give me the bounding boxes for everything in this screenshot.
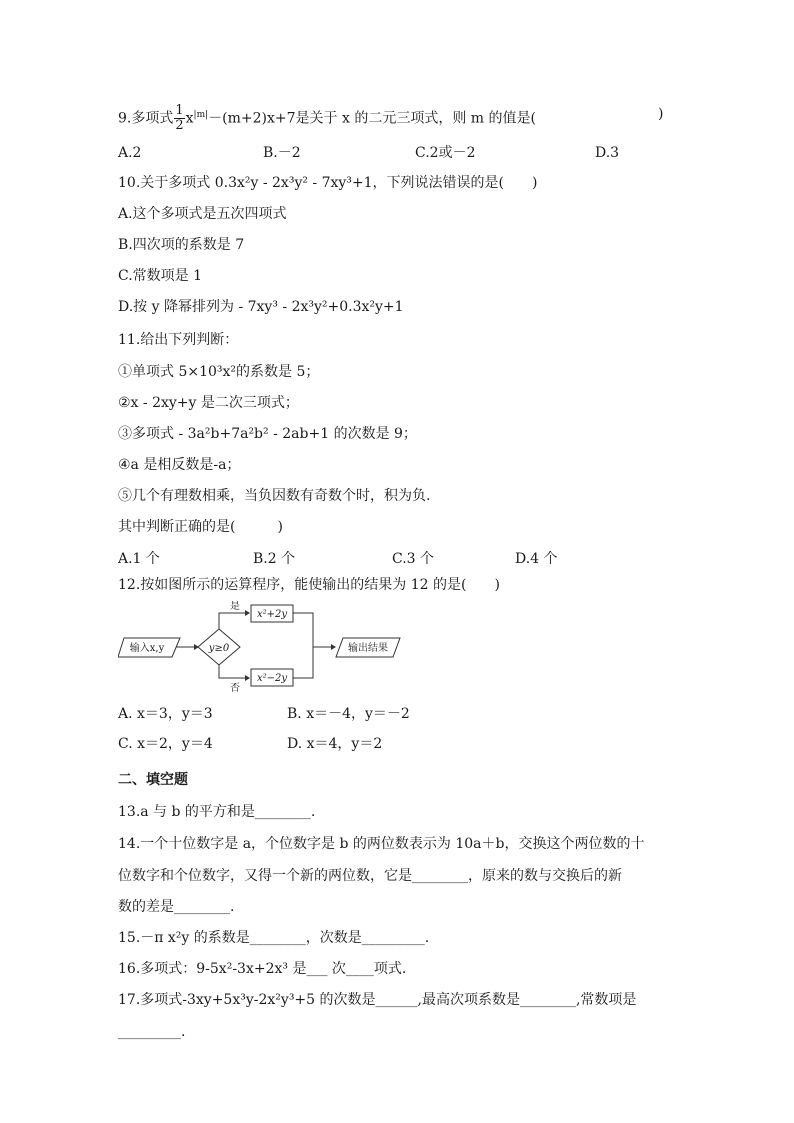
q17-line-1: 17.多项式-3xy+5x³y-2x²y³+5 的次数是______,最高次项系数是________,常数项是 xyxy=(118,992,637,1008)
q9-rest: －(m+2)x+7是关于 x 的二元三项式，则 m 的值是( xyxy=(208,110,536,127)
q11-item-5: ⑤几个有理数相乘，当负因数有奇数个时，积为负. xyxy=(118,488,431,504)
q9-close-paren: ) xyxy=(658,106,664,122)
q9-option-b: B.－2 xyxy=(263,145,301,161)
q13: 13.a 与 b 的平方和是________. xyxy=(118,804,316,820)
flow-condition-label: y≥0 xyxy=(208,643,230,654)
q10-option-d: D.按 y 降幂排列为 - 7xy³ - 2x³y²+0.3x²y+1 xyxy=(118,299,404,315)
q12-option-c: C. x＝2，y＝4 xyxy=(118,736,213,752)
q9-stem xyxy=(118,104,536,133)
q12-option-d: D. x＝4，y＝2 xyxy=(287,736,383,752)
q12-stem: 12.按如图所示的运算程序，能使输出的结果为 12 的是( ) xyxy=(118,577,500,593)
q11-item-4: ④a 是相反数是-a； xyxy=(118,457,241,473)
q14-line-1: 14.一个十位数字是 a，个位数字是 b 的两位数表示为 10a＋b，交换这个两位数的十 xyxy=(118,836,645,852)
q9-var: x xyxy=(185,110,194,127)
section-heading: 二、填空题 xyxy=(118,772,188,788)
q10-option-a: A.这个多项式是五次四项式 xyxy=(118,206,287,222)
q11-item-1: ①单项式 5×10³x²的系数是 5； xyxy=(118,364,320,380)
q11-ask: 其中判断正确的是( ) xyxy=(118,519,283,535)
q9-prefix: 9.多项式 xyxy=(118,110,174,127)
q12-option-b: B. x＝－4，y＝－2 xyxy=(287,706,410,722)
q11-option-c: C.3 个 xyxy=(392,551,435,567)
q9-option-a: A.2 xyxy=(118,145,142,161)
flow-input-label: 输入x,y xyxy=(129,643,165,654)
q10-option-c: C.常数项是 1 xyxy=(118,268,203,284)
q12-flowchart xyxy=(118,601,408,693)
q12-option-a: A. x＝3，y＝3 xyxy=(118,706,213,722)
q14-line-3: 数的差是________. xyxy=(118,899,235,915)
q11-item-3: ③多项式 - 3a²b+7a²b² - 2ab+1 的次数是 9； xyxy=(118,426,417,442)
flow-yes-expression: x²+2y xyxy=(256,609,288,620)
flow-output-label: 输出结果 xyxy=(348,643,388,654)
q9-abs-exponent: |m| xyxy=(193,109,209,120)
q15: 15.－π x²y 的系数是________，次数是_________. xyxy=(118,930,430,946)
q11-stem: 11.给出下列判断： xyxy=(118,332,239,348)
q11-option-a: A.1 个 xyxy=(118,551,160,567)
q11-item-2: ②x - 2xy+y 是二次三项式； xyxy=(118,395,299,411)
q14-line-2: 位数字和个位数字，又得一个新的两位数，它是________，原来的数与交换后的新 xyxy=(118,868,622,884)
flow-no-label: 否 xyxy=(230,683,240,693)
q11-option-d: D.4 个 xyxy=(515,551,558,567)
q11-option-b: B.2 个 xyxy=(253,551,296,567)
q10-option-b: B.四次项的系数是 7 xyxy=(118,237,245,253)
q9-option-d: D.3 xyxy=(595,145,620,161)
q17-line-2: _________. xyxy=(118,1024,186,1040)
q16: 16.多项式：9-5x²-3x+2x³ 是___ 次____项式. xyxy=(118,961,407,977)
q10-stem: 10.关于多项式 0.3x²y - 2x³y² - 7xy³+1，下列说法错误的是( ) xyxy=(118,175,538,191)
q9-option-c: C.2或－2 xyxy=(415,145,476,161)
q9-fraction: $\frac{1}{2}$ xyxy=(175,103,184,133)
flow-no-expression: x²−2y xyxy=(256,673,288,684)
flow-yes-label: 是 xyxy=(230,601,240,612)
